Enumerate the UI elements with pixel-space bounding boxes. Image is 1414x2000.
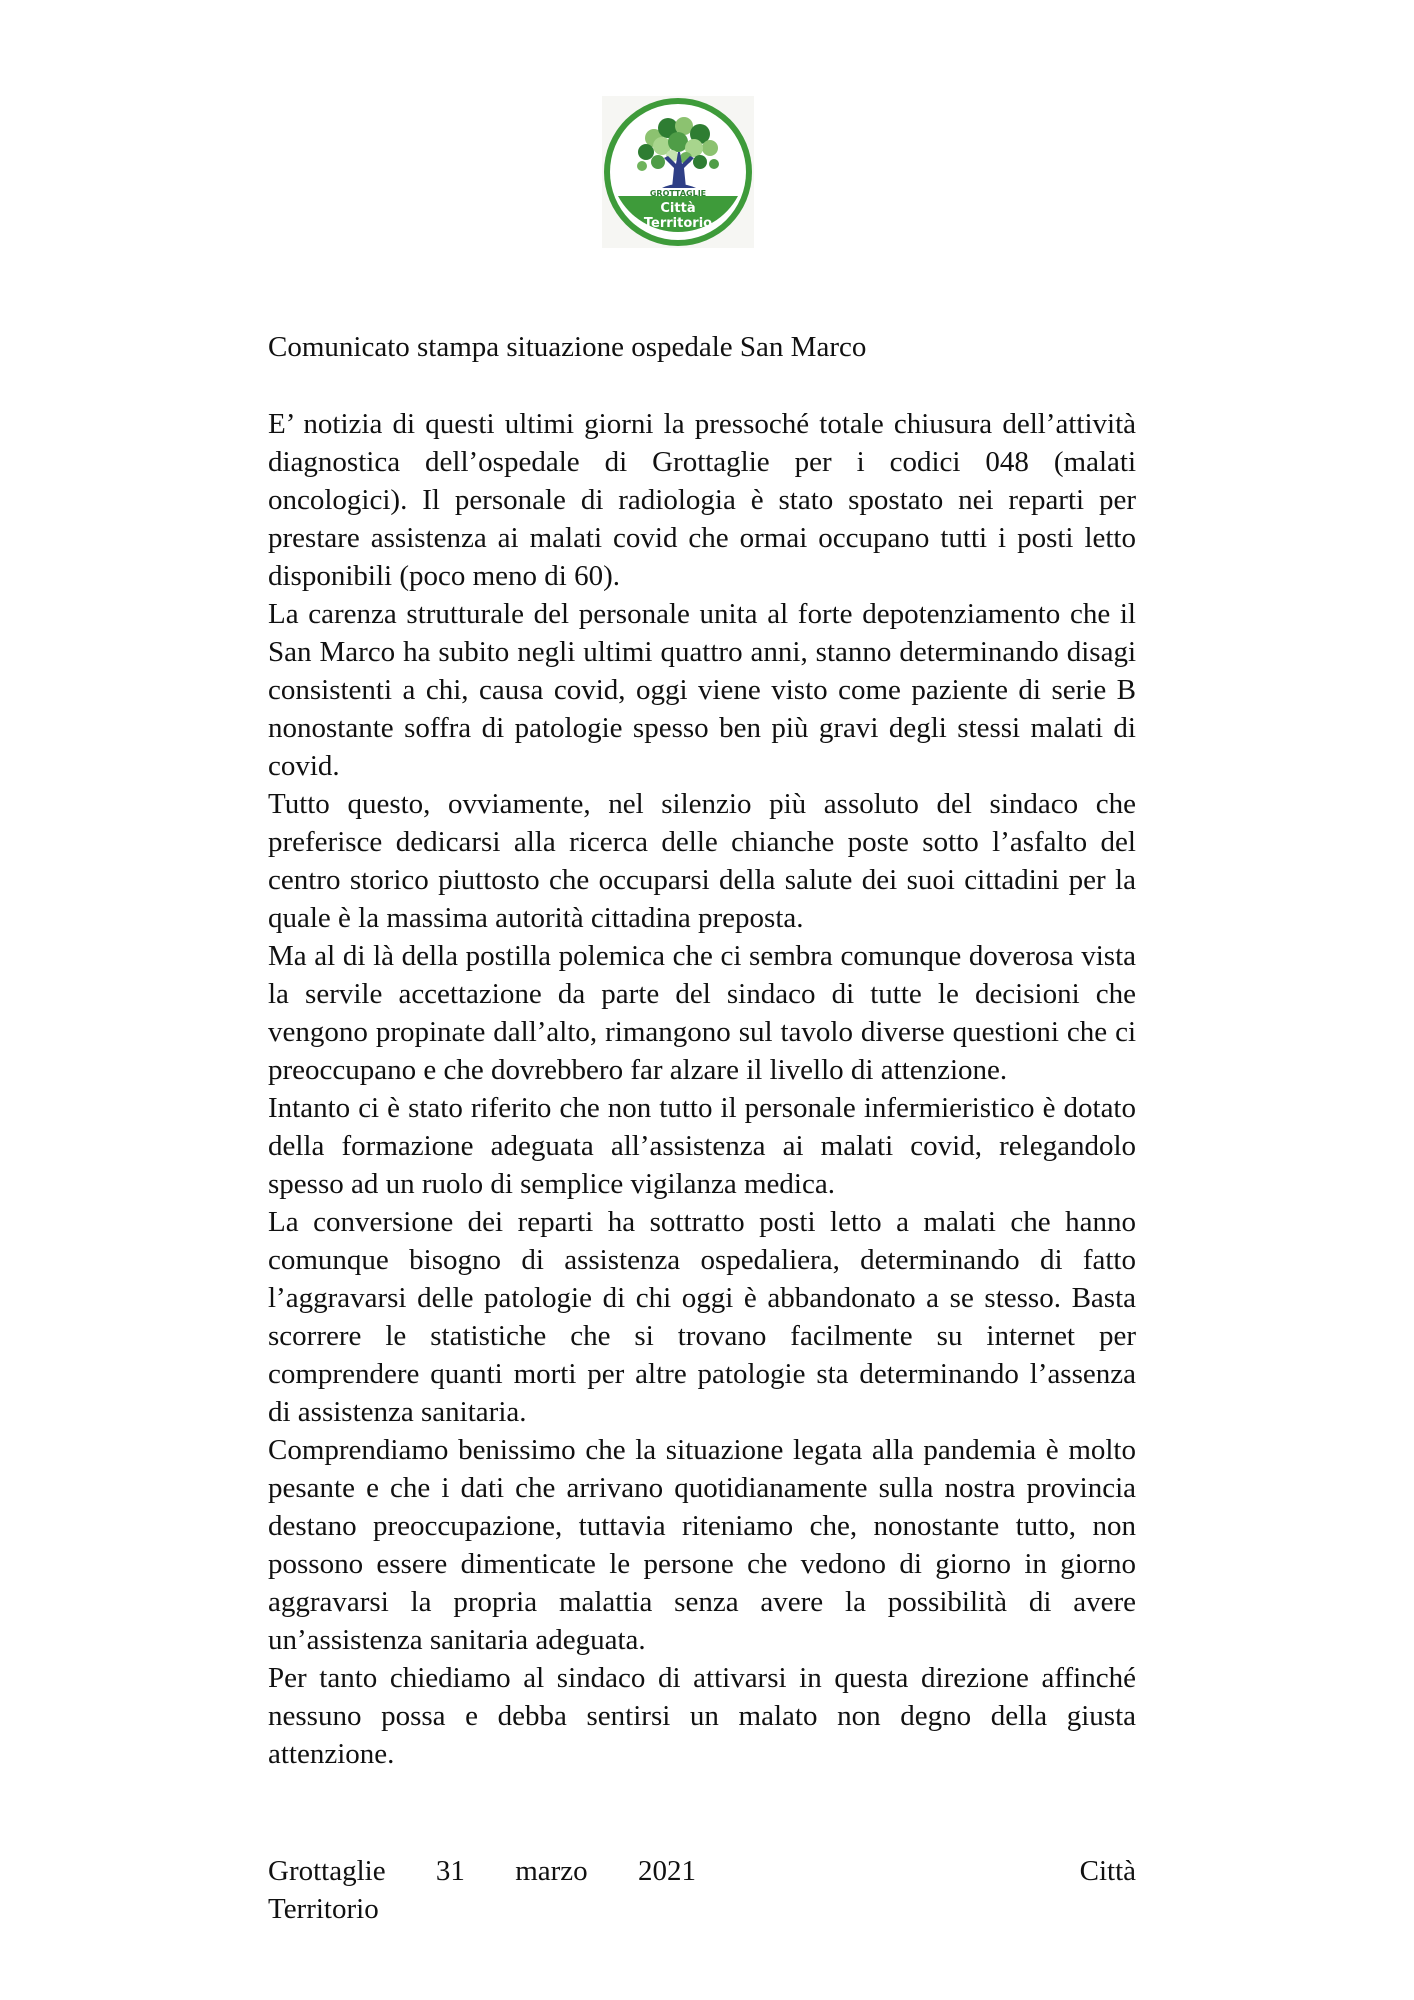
logo-small-text: GROTTAGLIE — [649, 189, 707, 198]
signature-block — [268, 1852, 1136, 1928]
paragraph: La carenza strutturale del personale unita al forte depotenziamento che il San Marco ha subito negli ultimi quattro anni, stanno determinando disagi consistenti a chi, causa covid, oggi viene visto come paziente di serie B nonostante soffra di patologie spesso ben più gravi degli stessi malati di covid. — [268, 598, 1136, 782]
paragraph: Tutto questo, ovviamente, nel silenzio più assoluto del sindaco che preferisce dedicarsi alla ricerca delle chianche poste sotto l’asfalto del centro storico piuttosto che occuparsi della salute dei suoi cittadini per la quale è la massima autorità cittadina preposta. — [268, 788, 1136, 934]
document-body — [268, 405, 1136, 1773]
signature-year: 2021 — [637, 1855, 696, 1887]
paragraph: Intanto ci è stato riferito che non tutto il personale infermieristico è dotato della formazione adeguata all’assistenza ai malati covid, relegandolo spesso ad un ruolo di semplice vigilanza medica. — [268, 1092, 1136, 1200]
tree-logo-icon — [602, 96, 754, 248]
signature-day: 31 — [435, 1855, 465, 1887]
paragraph: Ma al di là della postilla polemica che ci sembra comunque doverosa vista la servile accettazione da parte del sindaco di tutte le decisioni che vengono propinate dall’alto, rimangono sul tavolo diverse questioni che ci preoccupano e che dovrebbero far alzare il livello di attenzione. — [268, 940, 1136, 1086]
logo-line1: Città — [660, 201, 696, 216]
paragraph: La conversione dei reparti ha sottratto posti letto a malati che hanno comunque bisogno di assistenza ospedaliera, determinando di fatto l’aggravarsi delle patologie di chi oggi è abbandonato a se stesso. Basta scorrere le statistiche che si trovano facilmente su internet per comprendere quanti morti per altre patologie sta determinando l’assenza di assistenza sanitaria. — [268, 1206, 1136, 1428]
signature-org-word1: Città — [1079, 1855, 1136, 1887]
signature-line — [268, 1852, 1136, 1890]
document-title: Comunicato stampa situazione ospedale San Marco — [268, 331, 867, 363]
paragraph: E’ notizia di questi ultimi giorni la pressoché totale chiusura dell’attività diagnostica dell’ospedale di Grottaglie per i codici 048 (malati oncologici). Il personale di radiologia è stato spostato nei reparti per prestare assistenza ai malati covid che ormai occupano tutti i posti letto disponibili (poco meno di 60). — [268, 408, 1136, 592]
signature-place: Grottaglie — [268, 1855, 386, 1887]
date-line — [268, 1852, 696, 1890]
logo-line2: Territorio — [643, 216, 713, 231]
signature-org-word2: Territorio — [268, 1893, 379, 1925]
paragraph: Per tanto chiediamo al sindaco di attivarsi in questa direzione affinché nessuno possa e debba sentirsi un malato non degno della giusta attenzione. — [268, 1662, 1136, 1770]
press-release — [268, 328, 1136, 1773]
signature-month: marzo — [515, 1855, 588, 1887]
party-logo — [602, 96, 754, 248]
paragraph: Comprendiamo benissimo che la situazione legata alla pandemia è molto pesante e che i dati che arrivano quotidianamente sulla nostra provincia destano preoccupazione, tuttavia riteniamo che, nonostante tutto, non possono essere dimenticate le persone che vedono di giorno in giorno aggravarsi la propria malattia senza avere la possibilità di avere un’assistenza sanitaria adeguata. — [268, 1434, 1136, 1656]
